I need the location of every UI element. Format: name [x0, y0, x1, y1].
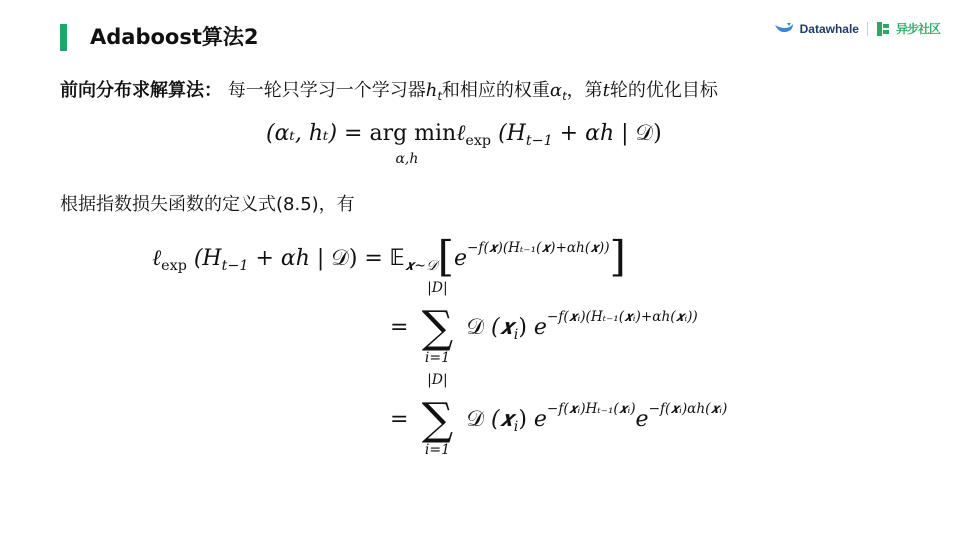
eq2-calD: 𝒟 — [331, 246, 349, 271]
eq4-equals: = — [390, 407, 416, 432]
math-h: h — [425, 80, 438, 101]
title-accent-bar — [60, 24, 67, 51]
eq1-exp: exp — [465, 133, 492, 149]
math-alpha: α — [549, 80, 563, 101]
logo-group — [774, 20, 940, 37]
eq1-calD: 𝒟 — [635, 121, 654, 146]
expectation-symbol: 𝔼 — [389, 246, 405, 271]
eq2-b: + αh | — [248, 246, 332, 271]
logo-divider — [867, 22, 868, 36]
eq4-arg: (𝒙 — [484, 407, 514, 432]
eq3-argclose: ) — [518, 315, 534, 340]
eq2-close: ) = — [348, 246, 390, 271]
line1-text-a: 每一轮只学习一个学习器 — [227, 80, 426, 101]
line1-text-c: ，第 — [566, 80, 603, 101]
sum1-sigma: ∑ — [421, 302, 454, 353]
right-bracket: ] — [609, 232, 626, 281]
datawhale-logo-icon — [774, 22, 794, 36]
eq4-calD: 𝒟 — [466, 407, 484, 432]
sum1-upper: |D| — [427, 280, 448, 296]
sum2-upper: |D| — [427, 372, 448, 388]
eq2-e: e — [453, 246, 467, 271]
line1-text-d: 轮的优化目标 — [609, 80, 718, 101]
expectation-sub: 𝒙∼𝒟 — [404, 258, 438, 274]
eq4-e1: e — [533, 407, 547, 432]
eq3-arg: (𝒙 — [484, 315, 514, 340]
eq3-exponent: −f(𝒙ᵢ)(Hₜ₋₁(𝒙ᵢ)+αh(𝒙ᵢ)) — [546, 309, 698, 326]
definition-line: 根据指数损失函数的定义式(8.5)，有 — [60, 194, 355, 215]
eq4-exponent-2: −f(𝒙ᵢ)αh(𝒙ᵢ) — [648, 401, 728, 418]
eq3-calD: 𝒟 — [466, 315, 484, 340]
eq3-equals: = — [390, 315, 416, 340]
argmin-subscript: α,h — [395, 151, 419, 167]
slide-title: Adaboost算法2 — [90, 25, 259, 49]
eq1-close: ) — [653, 121, 662, 146]
objective-equation — [266, 120, 662, 167]
eq4-argclose: ) — [518, 407, 534, 432]
eq3-e: e — [533, 315, 547, 340]
sum-equation-2 — [390, 372, 728, 458]
eq2-exponent: −f(𝒙)(Hₜ₋₁(𝒙)+αh(𝒙)) — [466, 240, 610, 257]
eq4-exponent-1: −f(𝒙ᵢ)Hₜ₋₁(𝒙ᵢ) — [546, 401, 636, 418]
datawhale-logo-text: Datawhale — [799, 21, 859, 36]
eq4-e2: e — [635, 407, 649, 432]
lead-label: 前向分布求解算法： — [60, 80, 222, 101]
eq1-body-b: + αh | — [552, 121, 636, 146]
eq3-i: i — [513, 327, 519, 343]
math-alpha-sub: t — [562, 89, 567, 104]
eq2-exp: exp — [161, 258, 187, 274]
eq1-body-a: (H — [491, 121, 526, 146]
sum-operator-2 — [415, 372, 459, 458]
left-bracket: [ — [437, 232, 454, 281]
yibu-logo-icon — [876, 21, 890, 37]
eq4-i: i — [513, 419, 519, 435]
eq2-a: (H — [186, 246, 222, 271]
eq2-ell: ℓ — [152, 246, 162, 271]
math-t: t — [602, 80, 610, 101]
eq2-sub: t−1 — [221, 258, 249, 274]
forward-stagewise-line — [60, 76, 718, 103]
sum2-sigma: ∑ — [421, 394, 454, 445]
sum2-lower: i=1 — [424, 442, 450, 458]
expected-loss-equation — [152, 232, 626, 281]
eq1-ell: ℓ — [456, 121, 466, 146]
eq1-lhs: (αₜ, hₜ) = — [266, 121, 370, 146]
sum-equation-1 — [390, 280, 698, 366]
eq1-sub: t−1 — [525, 133, 553, 149]
argmin — [369, 121, 457, 167]
sum1-lower: i=1 — [424, 350, 450, 366]
line1-text-b: 和相应的权重 — [441, 80, 550, 101]
yibu-logo-text: 异步社区 — [895, 22, 940, 36]
argmin-text: arg min — [369, 121, 457, 146]
sum-operator-1 — [415, 280, 459, 366]
math-h-sub: t — [437, 89, 442, 104]
